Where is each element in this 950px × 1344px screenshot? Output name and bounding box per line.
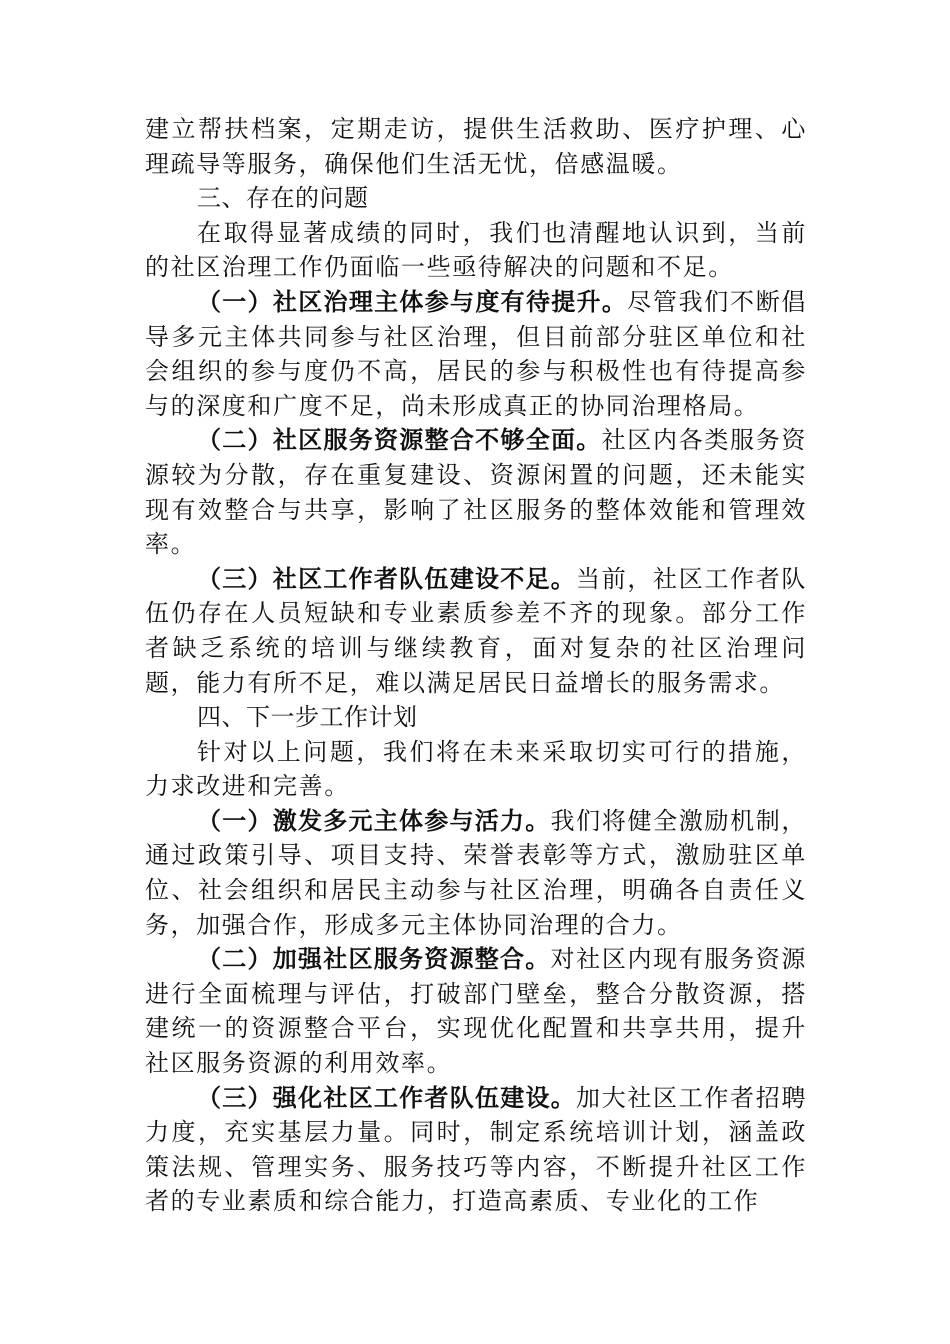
- paragraph-text: 针对以上问题，我们将在未来采取切实可行的措施，力求改进和完善。: [145, 737, 807, 801]
- paragraph-plan-1: [145, 804, 807, 942]
- section-heading-3: [145, 181, 807, 216]
- paragraph-text: 我们将健全激励机制，通过政策引导、项目支持、荣誉表彰等方式，激励驻区单位、社会组织和居民主动参与社区治理，明确各自责任义务，加强合作，形成多元主体协同治理的合力。: [145, 806, 807, 939]
- heading-text: 四、下一步工作计划: [197, 703, 418, 732]
- paragraph-1: [145, 112, 807, 181]
- paragraph-plan-2: [145, 942, 807, 1080]
- document-body: [145, 112, 807, 1219]
- paragraph-text: 社区内各类服务资源较为分散，存在重复建设、资源闲置的问题，还未能实现有效整合与共享，影响了社区服务的整体效能和管理效率。: [145, 426, 807, 559]
- paragraph-plan-3: [145, 1081, 807, 1219]
- paragraph-intro-problems: [145, 216, 807, 285]
- paragraph-problem-3: [145, 562, 807, 700]
- paragraph-text: 对社区内现有服务资源进行全面梳理与评估，打破部门壁垒，整合分散资源，搭建统一的资源整合平台，实现优化配置和共享共用，提升社区服务资源的利用效率。: [145, 945, 807, 1078]
- paragraph-lead: （二）社区服务资源整合不够全面。: [197, 426, 602, 455]
- paragraph-intro-plan: [145, 735, 807, 804]
- paragraph-problem-2: [145, 423, 807, 561]
- section-heading-4: [145, 700, 807, 735]
- paragraph-text: 尽管我们不断倡导多元主体共同参与社区治理，但目前部分驻区单位和社会组织的参与度仍不高，居民的参与积极性也有待提高参与的深度和广度不足，尚未形成真正的协同治理格局。: [145, 287, 807, 420]
- paragraph-problem-1: [145, 285, 807, 423]
- paragraph-text: 加大社区工作者招聘力度，充实基层力量。同时，制定系统培训计划，涵盖政策法规、管理实务、服务技巧等内容，不断提升社区工作者的专业素质和综合能力，打造高素质、专业化的工作: [145, 1083, 808, 1216]
- paragraph-text: 建立帮扶档案，定期走访，提供生活救助、医疗护理、心理疏导等服务，确保他们生活无忧，倍感温暖。: [145, 115, 807, 178]
- paragraph-text: 在取得显著成绩的同时，我们也清醒地认识到，当前的社区治理工作仍面临一些亟待解决的问题和不足。: [145, 218, 807, 282]
- paragraph-lead: （三）社区工作者队伍建设不足。: [197, 564, 577, 593]
- paragraph-lead: （一）社区治理主体参与度有待提升。: [197, 287, 628, 316]
- paragraph-lead: （一）激发多元主体参与活力。: [197, 806, 551, 835]
- paragraph-lead: （二）加强社区服务资源整合。: [197, 945, 551, 974]
- heading-text: 三、存在的问题: [197, 184, 369, 213]
- paragraph-text: 当前，社区工作者队伍仍存在人员短缺和专业素质参差不齐的现象。部分工作者缺乏系统的培训与继续教育，面对复杂的社区治理问题，能力有所不足，难以满足居民日益增长的服务需求。: [145, 564, 808, 697]
- paragraph-lead: （三）强化社区工作者队伍建设。: [197, 1083, 577, 1112]
